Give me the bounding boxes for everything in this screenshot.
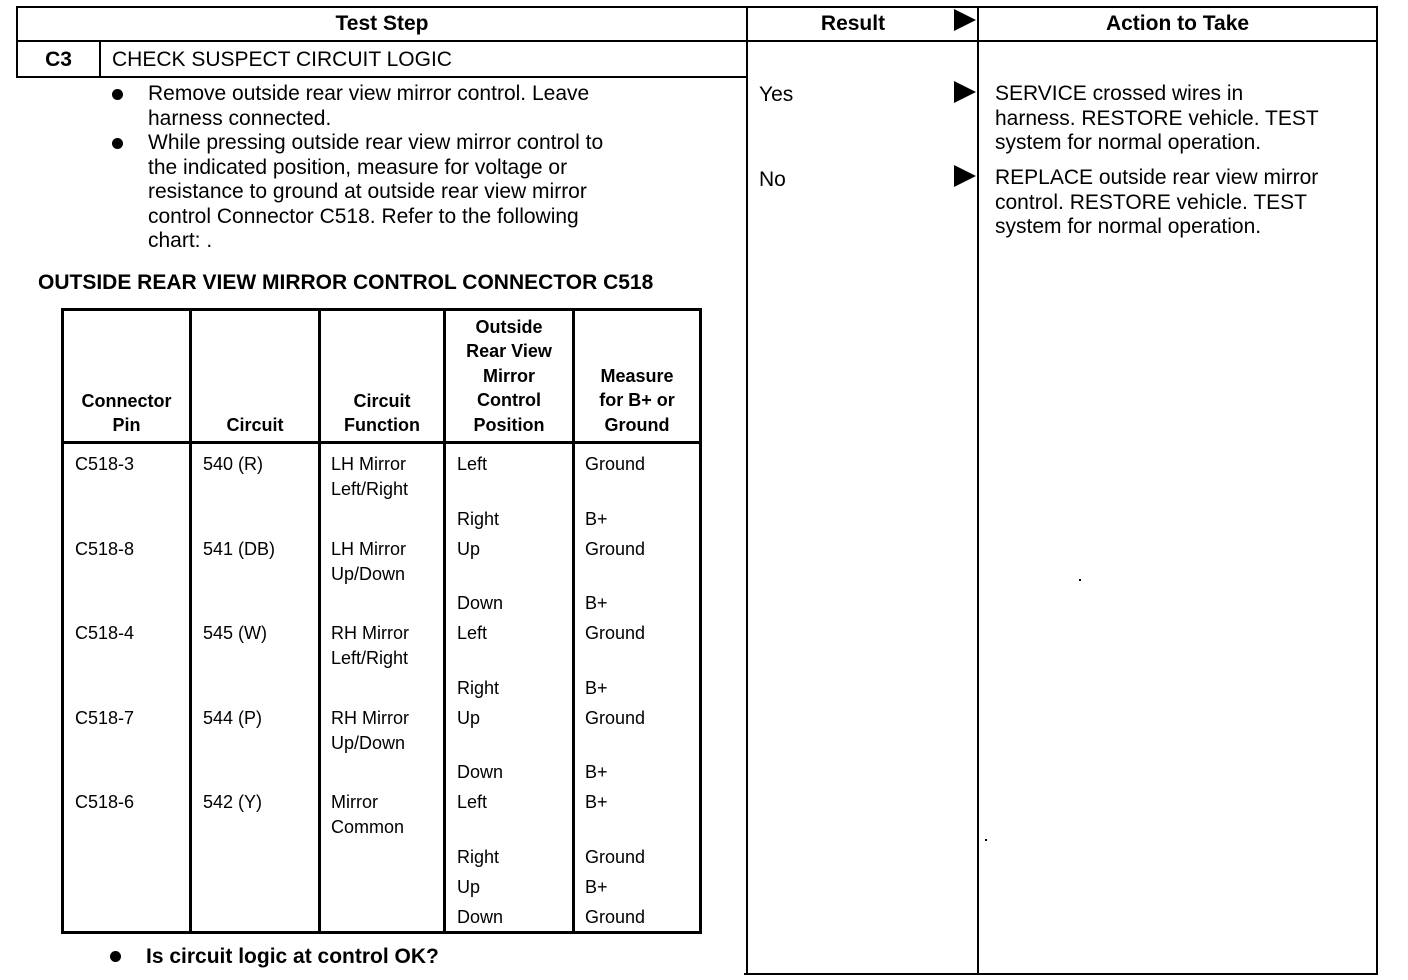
header-action-to-take: Action to Take	[1105, 12, 1250, 35]
cell-position: Down	[457, 907, 504, 927]
cell-measure: B+	[585, 762, 608, 782]
result-no-arrow-icon	[954, 165, 976, 187]
header-result-arrow-icon	[954, 9, 976, 31]
header-result: Result	[820, 12, 886, 35]
col-header-circuit: Circuit	[226, 415, 284, 435]
cell-position: Right	[457, 678, 500, 698]
cell-function: LH Mirror Left/Right	[331, 454, 409, 499]
bullet-icon	[110, 951, 121, 962]
header-bottom-line	[16, 40, 1378, 42]
cell-function: Mirror Common	[331, 792, 405, 837]
col-header-control-position: Outside Rear View Mirror Control Position	[466, 317, 552, 435]
cell-pin: C518-3	[75, 454, 135, 474]
cell-measure: B+	[585, 877, 608, 897]
cell-pin: C518-8	[75, 539, 135, 559]
table-bottom-border	[61, 931, 702, 934]
cell-measure: Ground	[585, 708, 646, 728]
scan-speck	[1079, 579, 1081, 581]
cell-position: Left	[457, 623, 488, 643]
cell-function: LH Mirror Up/Down	[331, 539, 406, 584]
instruction-1: Remove outside rear view mirror control. Leave harness connected.	[148, 82, 590, 130]
cell-measure: Ground	[585, 454, 646, 474]
cell-position: Down	[457, 762, 504, 782]
chart-title: OUTSIDE REAR VIEW MIRROR CONTROL CONNECTOR C518	[38, 271, 654, 294]
cell-position: Down	[457, 593, 504, 613]
question-text: Is circuit logic at control OK?	[146, 945, 439, 968]
table-top-border	[61, 308, 702, 311]
cell-function: RH Mirror Left/Right	[331, 623, 409, 668]
cell-position: Left	[457, 454, 488, 474]
cell-circuit: 541 (DB)	[203, 539, 276, 559]
cell-function: RH Mirror Up/Down	[331, 708, 409, 753]
frame-right-line	[1376, 6, 1378, 974]
bullet-icon	[112, 89, 123, 100]
step-id: C3	[45, 48, 72, 71]
column-divider-action	[977, 6, 979, 974]
cell-pin: C518-4	[75, 623, 135, 643]
frame-bottom-line	[744, 973, 1378, 975]
bullet-icon	[112, 138, 123, 149]
cell-position: Up	[457, 877, 481, 897]
step-title-bottom-line	[16, 76, 748, 78]
instruction-2: While pressing outside rear view mirror control to the indicated position, measure for voltage or resistance to ground at outside rear view mirror control Connector C518. Refer to the following chart: .	[148, 131, 604, 253]
result-yes-arrow-icon	[954, 81, 976, 103]
cell-position: Left	[457, 792, 488, 812]
scan-speck	[985, 839, 987, 841]
cell-pin: C518-7	[75, 708, 135, 728]
col-header-measure: Measure for B+ or Ground	[599, 366, 675, 435]
cell-measure: Ground	[585, 907, 646, 927]
step-title: CHECK SUSPECT CIRCUIT LOGIC	[112, 48, 452, 71]
col-header-circuit-function: Circuit Function	[344, 391, 420, 436]
cell-measure: Ground	[585, 623, 646, 643]
header-test-step: Test Step	[335, 12, 429, 35]
table-col-divider	[189, 308, 192, 934]
cell-position: Up	[457, 708, 481, 728]
cell-circuit: 540 (R)	[203, 454, 264, 474]
table-right-border	[699, 308, 702, 934]
cell-measure: Ground	[585, 539, 646, 559]
cell-pin: C518-6	[75, 792, 135, 812]
cell-position: Right	[457, 509, 500, 529]
cell-measure: B+	[585, 593, 608, 613]
column-divider-result	[746, 6, 748, 974]
col-header-connector-pin: Connector Pin	[81, 391, 172, 436]
result-no: No	[759, 168, 786, 191]
cell-circuit: 545 (W)	[203, 623, 268, 643]
cell-measure: B+	[585, 792, 608, 812]
cell-measure: B+	[585, 509, 608, 529]
cell-circuit: 544 (P)	[203, 708, 263, 728]
cell-measure: Ground	[585, 847, 646, 867]
cell-measure: B+	[585, 678, 608, 698]
step-id-divider	[99, 40, 101, 78]
table-header-rule	[61, 441, 702, 444]
cell-position: Right	[457, 847, 500, 867]
cell-circuit: 542 (Y)	[203, 792, 263, 812]
action-no: REPLACE outside rear view mirror control. RESTORE vehicle. TEST system for normal operation.	[995, 166, 1319, 239]
action-yes: SERVICE crossed wires in harness. RESTORE vehicle. TEST system for normal operation.	[995, 82, 1319, 155]
cell-position: Up	[457, 539, 481, 559]
result-yes: Yes	[759, 83, 794, 106]
